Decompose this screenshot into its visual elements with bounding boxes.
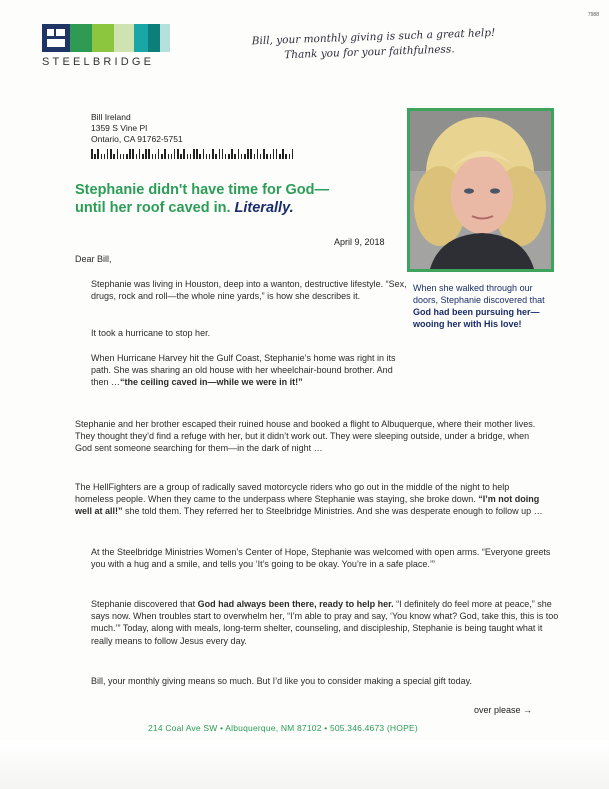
barcode-bar [187, 154, 189, 159]
barcode-bar [209, 154, 211, 159]
barcode-bar [244, 154, 246, 159]
barcode-bar [123, 154, 125, 159]
recipient-city: Ontario, CA 91762-5751 [91, 134, 183, 144]
postal-barcode [91, 149, 296, 159]
letter-greeting: Dear Bill, [75, 254, 112, 264]
barcode-bar [222, 149, 224, 159]
barcode-bar [126, 154, 128, 159]
barcode-bar [132, 149, 134, 159]
barcode-bar [142, 154, 144, 159]
headline-line2 [75, 199, 395, 217]
barcode-bar [254, 154, 256, 159]
barcode-bar [206, 154, 208, 159]
handwritten-note-line1: Bill, your monthly giving is such a great help! [251, 26, 496, 48]
paragraph-text: she told them. They referred her to Steelbridge Ministries. And she was desperate enough to follow up … [122, 506, 543, 517]
barcode-bar [136, 154, 138, 159]
barcode-bar [97, 149, 99, 159]
barcode-bar [260, 154, 262, 159]
barcode-bar [238, 149, 240, 159]
barcode-bar [152, 154, 154, 159]
barcode-bar [196, 149, 198, 159]
stephanie-photo [407, 108, 554, 272]
barcode-bar [228, 154, 230, 159]
portrait-icon [410, 111, 551, 269]
logo-block [70, 24, 92, 52]
barcode-bar [107, 149, 109, 159]
barcode-bar [266, 154, 268, 159]
letter-paragraph [91, 598, 561, 647]
photo-caption [413, 282, 558, 330]
barcode-bar [190, 154, 192, 159]
logo-block [92, 24, 114, 52]
logo-sb-mark-icon [42, 24, 70, 52]
barcode-bar [279, 154, 281, 159]
barcode-bar [155, 154, 157, 159]
barcode-bar [292, 149, 294, 159]
page-bottom-edge [0, 741, 609, 789]
letter-paragraph [75, 481, 545, 518]
barcode-bar [225, 154, 227, 159]
barcode-bar [158, 149, 160, 159]
barcode-bar [203, 149, 205, 159]
barcode-bar [257, 149, 259, 159]
logo-block [114, 24, 134, 52]
barcode-bar [145, 149, 147, 159]
barcode-bar [113, 154, 115, 159]
photo-caption-bold: God had been pursuing her—wooing her with His love! [413, 307, 540, 329]
barcode-bar [234, 154, 236, 159]
barcode-bar [183, 149, 185, 159]
logo-block [160, 24, 170, 52]
headline-line1: Stephanie didn't have time for God— [75, 182, 329, 198]
barcode-bar [164, 149, 166, 159]
barcode-bar [193, 149, 195, 159]
barcode-bar [117, 149, 119, 159]
letter-paragraph: Bill, your monthly giving means so much. But I’d like you to consider making a special gift today. [91, 676, 473, 686]
paragraph-text: “I definitely do feel more at peace,” she says now. When troubles start to overwhelm her, “I’m able to pray and say, ‘You know what? God, take this, this is too much.’” Today, along with meals, long-term shelter, counseling, and discipleship, Stephanie is being taught what it really means to follow Jesus every day. [91, 599, 559, 646]
barcode-bar [247, 149, 249, 159]
barcode-bar [231, 149, 233, 159]
logo-block [42, 24, 70, 52]
paragraph-emphasis: God had always been there, ready to help her. [197, 599, 394, 609]
barcode-bar [139, 149, 141, 159]
over-please-note: over please → [474, 705, 533, 715]
barcode-bar [91, 149, 93, 159]
logo-color-blocks [42, 24, 170, 52]
headline-emphasis: Literally. [234, 200, 294, 216]
barcode-bar [215, 154, 217, 159]
paragraph-text: When Hurricane Harvey hit the Gulf Coast, Stephanie’s home was right in its path. She was sharing an old house with her wheelchair-bound brother. And then … [91, 353, 396, 388]
barcode-bar [129, 149, 131, 159]
footer-address: 214 Coal Ave SW • Albuquerque, NM 87102 • 505.346.4673 (HOPE) [148, 723, 418, 733]
barcode-bar [270, 154, 272, 159]
letter-paragraph [91, 352, 409, 389]
letter-paragraph: It took a hurricane to stop her. [91, 328, 211, 338]
photo-caption-text: When she walked through our doors, Stephanie discovered that [413, 283, 545, 305]
barcode-bar [161, 154, 163, 159]
barcode-bar [282, 149, 284, 159]
letter-paragraph: At the Steelbridge Ministries Women’s Center of Hope, Stephanie was welcomed with open arms. “Everyone greets you with a hug and a smile, and tells you ‘It’s going to be okay. You’re in a safe place.’” [91, 547, 551, 570]
paragraph-emphasis: “the ceiling caved in—while we were in it!” [120, 377, 303, 388]
barcode-bar [250, 149, 252, 159]
barcode-bar [177, 149, 179, 159]
barcode-bar [289, 154, 291, 159]
barcode-bar [199, 154, 201, 159]
logo-block [148, 24, 160, 52]
barcode-bar [241, 154, 243, 159]
barcode-bar [104, 154, 106, 159]
letter-paragraph: Stephanie and her brother escaped their ruined house and booked a flight to Albuquerque, where their mother lives. They thought they’d find a refuge with her, but it didn’t work out. They were sleeping outside, under a bridge, when God sent someone searching for them—in the dark of night … [75, 419, 536, 454]
logo-wordmark: STEELBRIDGE [42, 56, 155, 68]
paragraph-text: The HellFighters are a group of radically saved motorcycle riders who go out in the middle of the night to help homeless people. When they came to the underpass where Stephanie was staying, she broke down. [75, 482, 510, 505]
barcode-bar [263, 149, 265, 159]
handwritten-note-line2: Thank you for your faithfulness. [284, 43, 455, 62]
paragraph-text: Stephanie discovered that [91, 599, 198, 609]
tracking-code: 7988 [587, 12, 599, 18]
barcode-bar [101, 154, 103, 159]
letter-paragraph: Stephanie was living in Houston, deep into a wanton, destructive lifestyle. “Sex, drugs, rock and roll—the whole nine yards,” is how she describes it. [91, 279, 407, 302]
paragraph-emphasis: “I’m not doing well at all!” [75, 494, 540, 517]
barcode-bar [168, 154, 170, 159]
barcode-bar [174, 149, 176, 159]
barcode-bar [276, 149, 278, 159]
barcode-bar [148, 149, 150, 159]
letter-date: April 9, 2018 [334, 237, 385, 247]
barcode-bar [94, 154, 96, 159]
barcode-bar [285, 154, 287, 159]
headline [75, 181, 395, 217]
logo-block [134, 24, 148, 52]
steelbridge-logo [42, 24, 170, 52]
headline-line2-text: until her roof caved in. [75, 200, 235, 216]
barcode-bar [219, 149, 221, 159]
barcode-bar [212, 149, 214, 159]
recipient-street: 1359 S Vine Pl [91, 123, 148, 133]
handwritten-note [252, 26, 503, 65]
recipient-address [91, 112, 183, 145]
recipient-name: Bill Ireland [91, 112, 131, 122]
barcode-bar [180, 154, 182, 159]
barcode-bar [120, 154, 122, 159]
barcode-bar [110, 149, 112, 159]
barcode-bar [171, 154, 173, 159]
barcode-bar [273, 149, 275, 159]
